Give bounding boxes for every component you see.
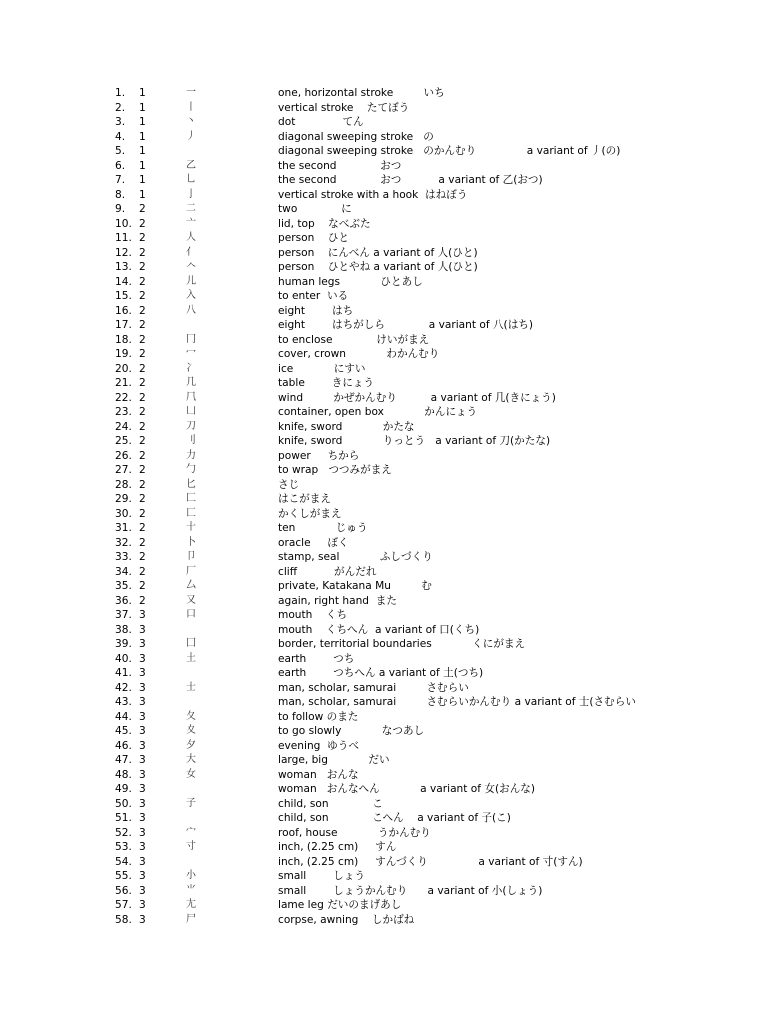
radical-description: again, right hand また — [278, 594, 397, 607]
stroke-count: 2 — [139, 261, 146, 273]
radical-glyph: 几 — [186, 377, 196, 388]
radical-glyph: 卩 — [186, 551, 196, 562]
item-number: 42. — [115, 681, 132, 694]
item-number: 37. — [115, 609, 132, 621]
item-number: 25. — [115, 435, 132, 447]
radical-description: vertical stroke たてぼう — [278, 101, 410, 114]
radical-glyph: 十 — [186, 522, 196, 533]
radical-description: child, son こへん a variant of 子(こ) — [278, 812, 511, 824]
radical-glyph: 勹 — [186, 464, 196, 475]
radical-description: stamp, seal ふしづくり — [278, 551, 433, 563]
stroke-count: 2 — [139, 449, 146, 462]
stroke-count: 3 — [139, 797, 146, 810]
stroke-count: 3 — [139, 812, 146, 824]
radical-description: human legs ひとあし — [278, 275, 423, 288]
list-item — [0, 623, 768, 638]
item-number: 24. — [115, 420, 132, 433]
stroke-count: 2 — [139, 478, 146, 491]
radical-description: eight はちがしら a variant of 八(はち) — [278, 319, 534, 331]
radical-glyph: 力 — [186, 449, 196, 461]
list-item — [0, 594, 768, 609]
item-number: 13. — [115, 261, 132, 273]
stroke-count: 3 — [139, 652, 146, 665]
stroke-count: 3 — [139, 783, 146, 795]
radical-glyph: 大 — [186, 754, 196, 765]
radical-description: to go slowly なつあし — [278, 725, 425, 737]
stroke-count: 1 — [139, 130, 146, 143]
item-number: 10. — [115, 217, 132, 230]
item-number: 55. — [115, 870, 132, 882]
radical-description: person ひとやね a variant of 人(ひと) — [278, 261, 478, 273]
radical-description: earth つち — [278, 652, 355, 665]
stroke-count: 2 — [139, 420, 146, 433]
radical-description: to follow のまた — [278, 710, 359, 723]
item-number: 36. — [115, 594, 132, 607]
item-number: 45. — [115, 725, 132, 737]
item-number: 23. — [115, 406, 132, 418]
stroke-count: 2 — [139, 319, 146, 331]
stroke-count: 3 — [139, 681, 146, 694]
list-item — [0, 449, 768, 464]
radical-description: private, Katakana Mu む — [278, 580, 432, 592]
radical-description: table きにょう — [278, 377, 374, 389]
item-number: 48. — [115, 768, 132, 781]
item-number: 58. — [115, 913, 132, 926]
list-item — [0, 304, 768, 319]
radical-description: ten じゅう — [278, 522, 368, 534]
stroke-count: 3 — [139, 696, 146, 708]
radical-description: corpse, awning しかばね — [278, 913, 415, 926]
item-number: 39. — [115, 638, 132, 650]
item-number: 35. — [115, 580, 132, 592]
radical-glyph: 夂 — [186, 710, 196, 722]
list-item — [0, 797, 768, 812]
radical-glyph: 口 — [186, 609, 196, 620]
radical-glyph: 亠 — [186, 217, 196, 229]
list-item — [0, 188, 768, 203]
stroke-count: 2 — [139, 565, 146, 578]
radical-description: two に — [278, 203, 352, 215]
radical-glyph: 𠆢 — [186, 261, 196, 272]
radical-glyph: 土 — [186, 652, 196, 664]
list-item — [0, 217, 768, 232]
list-item — [0, 884, 768, 899]
radical-description: small しょう — [278, 870, 365, 882]
list-item — [0, 782, 768, 797]
stroke-count: 3 — [139, 913, 146, 926]
list-item — [0, 260, 768, 275]
list-item — [0, 144, 768, 159]
list-item — [0, 507, 768, 522]
radical-description: to enclose けいがまえ — [278, 333, 430, 346]
item-number: 20. — [115, 362, 132, 375]
list-item — [0, 434, 768, 449]
list-item — [0, 608, 768, 623]
radical-description: はこがまえ — [278, 493, 331, 505]
stroke-count: 2 — [139, 362, 146, 375]
radical-description: woman おんなへん a variant of 女(おんな) — [278, 783, 536, 795]
item-number: 6. — [115, 159, 126, 172]
radical-glyph: 士 — [186, 681, 196, 693]
radical-glyph: 乙 — [186, 159, 196, 171]
item-number: 53. — [115, 841, 132, 853]
radical-glyph: 囗 — [186, 638, 196, 649]
list-item — [0, 681, 768, 696]
radical-glyph: 儿 — [186, 275, 196, 287]
radical-glyph: 刂 — [186, 435, 196, 446]
list-item — [0, 115, 768, 130]
radical-description: to wrap つつみがまえ — [278, 464, 392, 476]
stroke-count: 2 — [139, 406, 146, 418]
item-number: 49. — [115, 783, 132, 795]
stroke-count: 3 — [139, 884, 146, 897]
radical-description: mouth くちへん a variant of 口(くち) — [278, 623, 480, 636]
radical-glyph: 尢 — [186, 899, 196, 910]
list-item — [0, 275, 768, 290]
radical-glyph: 乚 — [186, 174, 196, 185]
item-number: 22. — [115, 391, 132, 404]
item-number: 16. — [115, 304, 132, 317]
list-item — [0, 898, 768, 913]
stroke-count: 2 — [139, 290, 146, 302]
radical-glyph: 丿 — [186, 130, 196, 142]
radical-glyph: 丶 — [186, 116, 196, 127]
item-number: 9. — [115, 203, 126, 215]
list-item — [0, 478, 768, 493]
item-number: 33. — [115, 551, 132, 563]
radical-description: the second おつ a variant of 乙(おつ) — [278, 174, 543, 186]
radical-description: oracle ぼく — [278, 536, 349, 549]
radical-list — [0, 86, 768, 927]
item-number: 38. — [115, 623, 132, 636]
radical-description: cover, crown わかんむり — [278, 348, 440, 360]
list-item — [0, 710, 768, 725]
list-item — [0, 376, 768, 391]
radical-glyph: 卜 — [186, 536, 196, 548]
list-item — [0, 463, 768, 478]
radical-description: to enter いる — [278, 290, 349, 302]
item-number: 26. — [115, 449, 132, 462]
item-number: 34. — [115, 565, 132, 578]
item-number: 14. — [115, 275, 132, 288]
list-item — [0, 913, 768, 928]
radical-description: inch, (2.25 cm) すん — [278, 841, 397, 853]
stroke-count: 2 — [139, 551, 146, 563]
stroke-count: 2 — [139, 232, 146, 244]
radical-description: cliff がんだれ — [278, 565, 377, 578]
stroke-count: 2 — [139, 507, 146, 520]
stroke-count: 2 — [139, 217, 146, 230]
radical-description: knife, sword りっとう a variant of 刀(かたな) — [278, 435, 551, 447]
stroke-count: 3 — [139, 710, 146, 723]
stroke-count: 1 — [139, 159, 146, 172]
radical-description: vertical stroke with a hook はねぼう — [278, 188, 468, 201]
stroke-count: 2 — [139, 435, 146, 447]
radical-glyph: 冫 — [186, 362, 196, 374]
item-number: 31. — [115, 522, 132, 534]
radical-description: the second おつ — [278, 159, 402, 172]
stroke-count: 2 — [139, 275, 146, 288]
item-number: 8. — [115, 188, 126, 201]
list-item — [0, 420, 768, 435]
item-number: 56. — [115, 884, 132, 897]
list-item — [0, 565, 768, 580]
item-number: 29. — [115, 493, 132, 505]
list-item — [0, 521, 768, 536]
stroke-count: 3 — [139, 768, 146, 781]
radical-glyph: 八 — [186, 304, 196, 316]
list-item — [0, 391, 768, 406]
item-number: 43. — [115, 696, 132, 708]
radical-description: man, scholar, samurai さむらいかんむり a variant of 士(さむらい — [278, 696, 636, 708]
stroke-count: 2 — [139, 522, 146, 534]
list-item — [0, 347, 768, 362]
item-number: 15. — [115, 290, 132, 302]
radical-glyph: 女 — [186, 768, 196, 780]
list-item — [0, 318, 768, 333]
stroke-count: 2 — [139, 594, 146, 607]
stroke-count: 3 — [139, 725, 146, 737]
radical-glyph: 凵 — [186, 406, 196, 417]
radical-description: dot てん — [278, 116, 364, 128]
item-number: 12. — [115, 246, 132, 259]
stroke-count: 3 — [139, 826, 146, 839]
radical-description: wind かぜかんむり a variant of 几(きにょう) — [278, 391, 556, 404]
list-item — [0, 231, 768, 246]
item-number: 18. — [115, 333, 132, 346]
list-item — [0, 333, 768, 348]
list-item — [0, 362, 768, 377]
radical-glyph: 匚 — [186, 493, 196, 504]
item-number: 27. — [115, 464, 132, 476]
list-item — [0, 159, 768, 174]
list-item — [0, 637, 768, 652]
radical-description: person ひと — [278, 232, 349, 244]
stroke-count: 3 — [139, 739, 146, 752]
list-item — [0, 724, 768, 739]
radical-glyph: ⺇ — [186, 391, 196, 403]
list-item — [0, 86, 768, 101]
list-item — [0, 753, 768, 768]
radical-description: ice にすい — [278, 362, 366, 375]
radical-description: diagonal sweeping stroke のかんむり a variant of 丿(の) — [278, 145, 621, 157]
radical-glyph: 又 — [186, 594, 196, 606]
radical-glyph: 宀 — [186, 826, 196, 838]
radical-glyph: 寸 — [186, 841, 196, 852]
item-number: 41. — [115, 667, 132, 679]
radical-description: person にんべん a variant of 人(ひと) — [278, 246, 478, 259]
stroke-count: 1 — [139, 116, 146, 128]
radical-glyph: 厶 — [186, 580, 196, 591]
item-number: 3. — [115, 116, 126, 128]
stroke-count: 1 — [139, 87, 146, 99]
radical-glyph: 一 — [186, 87, 196, 98]
item-number: 44. — [115, 710, 132, 723]
radical-glyph: 入 — [186, 290, 196, 301]
radical-description: さじ — [278, 478, 300, 491]
item-number: 51. — [115, 812, 132, 824]
item-number: 19. — [115, 348, 132, 360]
stroke-count: 3 — [139, 754, 146, 766]
radical-glyph: 夊 — [186, 725, 196, 736]
radical-description: knife, sword かたな — [278, 420, 415, 433]
radical-glyph: 冂 — [186, 333, 196, 345]
item-number: 32. — [115, 536, 132, 549]
radical-description: evening ゆうべ — [278, 739, 359, 752]
item-number: 47. — [115, 754, 132, 766]
stroke-count: 3 — [139, 841, 146, 853]
item-number: 1. — [115, 87, 126, 99]
stroke-count: 2 — [139, 348, 146, 360]
item-number: 28. — [115, 478, 132, 491]
list-item — [0, 652, 768, 667]
radical-glyph: 丨 — [186, 101, 196, 113]
stroke-count: 2 — [139, 464, 146, 476]
stroke-count: 1 — [139, 188, 146, 201]
stroke-count: 3 — [139, 899, 146, 911]
item-number: 50. — [115, 797, 132, 810]
list-item — [0, 405, 768, 420]
radical-glyph: 小 — [186, 870, 196, 881]
radical-description: man, scholar, samurai さむらい — [278, 681, 469, 694]
radical-description: border, territorial boundaries くにがまえ — [278, 638, 526, 650]
list-item — [0, 550, 768, 565]
stroke-count: 3 — [139, 667, 146, 679]
radical-glyph: 亻 — [186, 246, 196, 258]
list-item — [0, 246, 768, 261]
list-item — [0, 768, 768, 783]
item-number: 4. — [115, 130, 126, 143]
radical-glyph: 尸 — [186, 913, 196, 925]
radical-description: container, open box かんにょう — [278, 406, 478, 418]
list-item — [0, 695, 768, 710]
radical-glyph: 匕 — [186, 478, 196, 490]
radical-description: eight はち — [278, 304, 354, 317]
stroke-count: 3 — [139, 638, 146, 650]
radical-glyph: ⺌ — [186, 884, 196, 896]
item-number: 54. — [115, 855, 132, 868]
item-number: 2. — [115, 101, 126, 114]
list-item — [0, 173, 768, 188]
list-item — [0, 289, 768, 304]
stroke-count: 2 — [139, 304, 146, 317]
radical-description: child, son こ — [278, 797, 383, 810]
stroke-count: 1 — [139, 101, 146, 114]
radical-description: large, big だい — [278, 754, 390, 766]
stroke-count: 3 — [139, 623, 146, 636]
radical-glyph: 亅 — [186, 188, 196, 200]
list-item — [0, 840, 768, 855]
item-number: 21. — [115, 377, 132, 389]
stroke-count: 2 — [139, 493, 146, 505]
list-item — [0, 579, 768, 594]
stroke-count: 2 — [139, 246, 146, 259]
list-item — [0, 811, 768, 826]
stroke-count: 2 — [139, 536, 146, 549]
radical-glyph: 厂 — [186, 565, 196, 577]
radical-description: diagonal sweeping stroke の — [278, 130, 434, 143]
radical-description: lame leg だいのまげあし — [278, 899, 402, 911]
stroke-count: 3 — [139, 609, 146, 621]
stroke-count: 2 — [139, 580, 146, 592]
list-item — [0, 130, 768, 145]
item-number: 30. — [115, 507, 132, 520]
stroke-count: 2 — [139, 333, 146, 346]
radical-description: one, horizontal stroke いち — [278, 87, 445, 99]
stroke-count: 2 — [139, 391, 146, 404]
radical-glyph: 子 — [186, 797, 196, 809]
list-item — [0, 826, 768, 841]
item-number: 7. — [115, 174, 126, 186]
list-item — [0, 492, 768, 507]
list-item — [0, 202, 768, 217]
item-number: 11. — [115, 232, 132, 244]
item-number: 52. — [115, 826, 132, 839]
list-item — [0, 666, 768, 681]
radical-description: small しょうかんむり a variant of 小(しょう) — [278, 884, 543, 897]
radical-glyph: 匸 — [186, 507, 196, 519]
stroke-count: 3 — [139, 870, 146, 882]
list-item — [0, 855, 768, 870]
radical-description: lid, top なべぶた — [278, 217, 371, 230]
item-number: 40. — [115, 652, 132, 665]
radical-description: power ちから — [278, 449, 360, 462]
list-item — [0, 536, 768, 551]
radical-glyph: 人 — [186, 232, 196, 243]
item-number: 57. — [115, 899, 132, 911]
stroke-count: 2 — [139, 377, 146, 389]
radical-description: mouth くち — [278, 609, 348, 621]
item-number: 5. — [115, 145, 126, 157]
radical-description: earth つちへん a variant of 土(つち) — [278, 667, 484, 679]
radical-glyph: 冖 — [186, 348, 196, 359]
radical-glyph: 刀 — [186, 420, 196, 432]
list-item — [0, 101, 768, 116]
list-item — [0, 869, 768, 884]
radical-description: かくしがまえ — [278, 507, 342, 520]
stroke-count: 1 — [139, 145, 146, 157]
item-number: 17. — [115, 319, 132, 331]
radical-description: inch, (2.25 cm) すんづくり a variant of 寸(すん) — [278, 855, 583, 868]
radical-glyph: 二 — [186, 203, 196, 214]
stroke-count: 2 — [139, 203, 146, 215]
stroke-count: 3 — [139, 855, 146, 868]
item-number: 46. — [115, 739, 132, 752]
stroke-count: 1 — [139, 174, 146, 186]
radical-description: roof, house うかんむり — [278, 826, 431, 839]
list-item — [0, 739, 768, 754]
radical-description: woman おんな — [278, 768, 359, 781]
radical-glyph: 夕 — [186, 739, 196, 751]
